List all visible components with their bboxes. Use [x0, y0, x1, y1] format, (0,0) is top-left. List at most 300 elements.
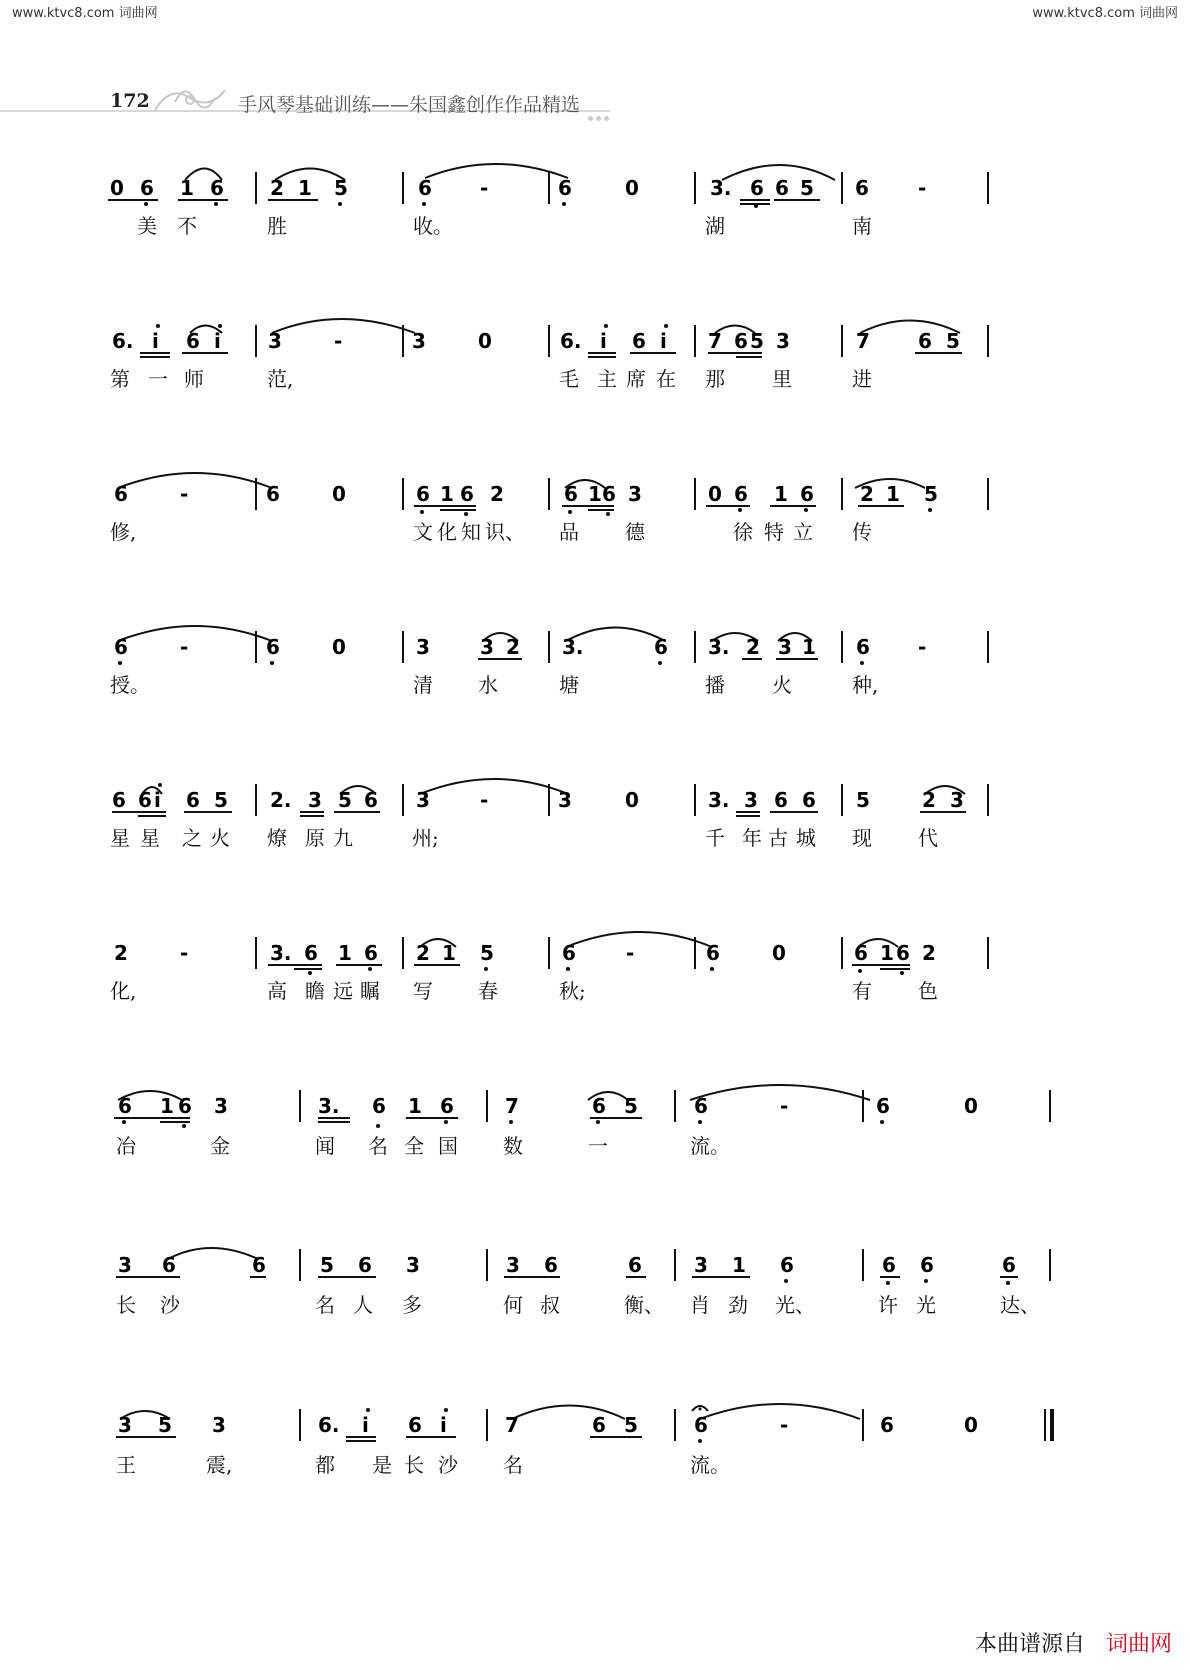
lyric: 立	[793, 520, 813, 544]
score-system-7	[0, 1078, 1190, 1188]
note: 6	[854, 941, 868, 965]
note: 5	[624, 1094, 638, 1118]
note: 3	[118, 1413, 132, 1437]
note: 3	[214, 1094, 228, 1118]
source-label: 本曲谱源自	[974, 1632, 1085, 1657]
note: 6	[694, 1094, 708, 1118]
octave-dot	[880, 1120, 884, 1124]
note: i	[154, 788, 161, 812]
lyric: 数	[503, 1134, 523, 1158]
octave-dot	[738, 508, 742, 512]
note: 6.	[318, 1413, 340, 1437]
note: 6	[186, 788, 200, 812]
octave-dot	[122, 1120, 126, 1124]
note: 1	[802, 635, 816, 659]
note: 5	[856, 788, 870, 812]
note: 6	[364, 788, 378, 812]
note: 0	[964, 1094, 978, 1118]
slur	[118, 626, 272, 641]
lyric: 年	[742, 826, 762, 850]
octave-dot	[118, 661, 122, 665]
note: 6	[210, 176, 224, 200]
octave-dot	[698, 1439, 702, 1443]
note: 6	[896, 941, 910, 965]
lyric: 收。	[413, 214, 453, 238]
note: 7	[505, 1413, 519, 1437]
note: 6	[114, 482, 128, 506]
lyric: 种,	[852, 673, 879, 697]
note: 2	[270, 176, 284, 200]
note: 6	[416, 482, 430, 506]
note: 5	[946, 329, 960, 353]
lyric: 冶	[116, 1134, 136, 1158]
source-footer	[975, 1627, 1172, 1658]
lyric: 进	[852, 367, 872, 391]
note: 6	[372, 1094, 386, 1118]
note: 6	[460, 482, 474, 506]
octave-dot	[754, 204, 758, 208]
octave-dot	[182, 1124, 186, 1128]
note: -	[180, 635, 189, 659]
note: 3	[480, 635, 494, 659]
lyric: 全	[404, 1134, 424, 1158]
note: 3	[558, 788, 572, 812]
lyric: 名	[315, 1293, 335, 1317]
octave-dot	[218, 324, 222, 328]
note: 6	[802, 788, 816, 812]
lyric: 水	[478, 673, 498, 697]
note: 7	[505, 1094, 519, 1118]
note: 2	[416, 941, 430, 965]
note: 6	[734, 482, 748, 506]
note: 6	[800, 482, 814, 506]
note: 0	[964, 1413, 978, 1437]
lyric: 那	[705, 367, 725, 391]
lyric: 不	[177, 214, 197, 238]
note: 0	[110, 176, 124, 200]
lyric: 色	[918, 979, 938, 1003]
note: 6	[592, 1413, 606, 1437]
lyrics-line-3	[0, 516, 1190, 546]
lyric: 胜	[267, 214, 287, 238]
note: 6	[118, 1094, 132, 1118]
lyric: 闻	[315, 1134, 335, 1158]
lyric: 星	[140, 826, 160, 850]
note: 6.	[112, 329, 134, 353]
octave-dot	[804, 508, 808, 512]
lyric: 火	[772, 673, 792, 697]
lyric: 光、	[775, 1293, 815, 1317]
lyric: 金	[210, 1134, 230, 1158]
slur	[420, 779, 568, 794]
lyrics-line-9	[0, 1449, 1190, 1479]
lyric: 主	[597, 367, 617, 391]
page-header	[0, 78, 640, 118]
score-system-2	[0, 313, 1190, 423]
lyric: 都	[315, 1453, 335, 1477]
octave-dot	[596, 1120, 600, 1124]
lyric: 九	[333, 826, 353, 850]
lyric: 毛	[559, 367, 579, 391]
note: 6	[418, 176, 432, 200]
header-dots	[588, 106, 612, 125]
score-system-6	[0, 925, 1190, 1035]
note: 1	[338, 941, 352, 965]
note: i	[660, 329, 667, 353]
octave-dot	[144, 202, 148, 206]
note: 6	[544, 1253, 558, 1277]
lyric: 在	[656, 367, 676, 391]
lyric: 原	[305, 826, 325, 850]
note: 0	[708, 482, 722, 506]
note: 7	[856, 329, 870, 353]
note: -	[334, 329, 343, 353]
note: 2	[922, 941, 936, 965]
lyrics-line-4	[0, 669, 1190, 699]
lyric: 知	[461, 520, 481, 544]
tie	[425, 164, 568, 178]
note: i	[214, 329, 221, 353]
lyric: 光	[916, 1293, 936, 1317]
note: 3	[416, 788, 430, 812]
lyric: 化	[437, 520, 457, 544]
octave-dot	[338, 202, 342, 206]
lyric: 衡、	[624, 1293, 664, 1317]
lyric: 美	[137, 214, 157, 238]
lyric: 席	[626, 367, 646, 391]
octave-dot	[484, 967, 488, 971]
octave-dot	[158, 783, 162, 787]
lyric: 文	[413, 520, 433, 544]
note: -	[480, 176, 489, 200]
lyric: 春	[478, 979, 498, 1003]
note: 0	[625, 176, 639, 200]
note: 6	[562, 941, 576, 965]
lyrics-line-2	[0, 363, 1190, 393]
slur	[512, 1406, 625, 1420]
note: 5	[924, 482, 938, 506]
lyrics-line-7	[0, 1130, 1190, 1160]
note: 3	[744, 788, 758, 812]
octave-dot	[699, 1408, 702, 1411]
note: 3	[776, 329, 790, 353]
lyric: 识、	[485, 520, 525, 544]
note: 6	[266, 635, 280, 659]
note: 0	[332, 482, 346, 506]
lyric: 徐	[733, 520, 753, 544]
octave-dot	[784, 1279, 788, 1283]
note: 1	[732, 1253, 746, 1277]
lyric: 化,	[110, 979, 137, 1003]
note: 6	[628, 1253, 642, 1277]
lyric: 何	[503, 1293, 523, 1317]
octave-dot	[368, 967, 372, 971]
lyric: 达、	[1000, 1293, 1040, 1317]
note: 0	[772, 941, 786, 965]
note: 6	[882, 1253, 896, 1277]
lyrics-line-1	[0, 210, 1190, 240]
note: 6	[266, 482, 280, 506]
lyric: 里	[772, 367, 792, 391]
note: 0	[478, 329, 492, 353]
note: 5	[624, 1413, 638, 1437]
octave-dot	[420, 510, 424, 514]
octave-dot	[214, 202, 218, 206]
note: 6	[920, 1253, 934, 1277]
note: 6	[364, 941, 378, 965]
note: -	[780, 1094, 789, 1118]
note: 1	[588, 482, 602, 506]
note: 6	[252, 1253, 266, 1277]
slur	[168, 1248, 258, 1259]
note: 3	[950, 788, 964, 812]
octave-dot	[422, 202, 426, 206]
lyric: 沙	[438, 1453, 458, 1477]
octave-dot	[928, 508, 932, 512]
note: 3	[308, 788, 322, 812]
note: 2	[922, 788, 936, 812]
octave-dot	[270, 661, 274, 665]
lyric: 第	[110, 367, 130, 391]
octave-dot	[1006, 1281, 1010, 1285]
note: 3	[778, 635, 792, 659]
note: 6	[654, 635, 668, 659]
lyric: 燎	[267, 826, 287, 850]
lyric: 之	[182, 826, 202, 850]
note: 3	[506, 1253, 520, 1277]
note: -	[918, 635, 927, 659]
note: 2	[114, 941, 128, 965]
note: 5	[320, 1253, 334, 1277]
lyric: 代	[918, 826, 938, 850]
note: 6	[178, 1094, 192, 1118]
lyric: 名	[368, 1134, 388, 1158]
slur	[566, 932, 712, 947]
lyrics-line-5	[0, 822, 1190, 852]
slur	[272, 319, 415, 333]
lyric: 肖	[690, 1293, 710, 1317]
note: 1	[442, 941, 456, 965]
note: 6	[558, 176, 572, 200]
octave-dot	[924, 1279, 928, 1283]
note: 5	[158, 1413, 172, 1437]
note: 3.	[562, 635, 584, 659]
note: 5	[338, 788, 352, 812]
note: 6	[304, 941, 318, 965]
octave-dot	[366, 1408, 370, 1412]
note: 3.	[708, 635, 730, 659]
note: 6	[856, 635, 870, 659]
note: 3	[694, 1253, 708, 1277]
note: 5	[750, 329, 764, 353]
lyric: 特	[764, 520, 784, 544]
octave-dot	[860, 661, 864, 665]
note: 5	[334, 176, 348, 200]
lyric: 远	[333, 979, 353, 1003]
octave-dot	[376, 1124, 380, 1128]
note: 6	[440, 1094, 454, 1118]
lyric: 南	[852, 214, 872, 238]
score-system-8	[0, 1237, 1190, 1347]
octave-dot	[444, 1408, 448, 1412]
header-title: 手风琴基础训练——朱国鑫创作作品精选	[238, 94, 581, 116]
note: 6	[186, 329, 200, 353]
score-system-3	[0, 466, 1190, 576]
note: 5	[214, 788, 228, 812]
note: 1	[298, 176, 312, 200]
lyric: 有	[852, 979, 872, 1003]
octave-dot	[156, 324, 160, 328]
lyric: 长	[404, 1453, 424, 1477]
note: i	[152, 329, 159, 353]
note: 3	[416, 635, 430, 659]
note: 0	[625, 788, 639, 812]
note: 3.	[708, 788, 730, 812]
octave-dot	[658, 661, 662, 665]
note: -	[918, 176, 927, 200]
note: 6	[1002, 1253, 1016, 1277]
octave-dot	[509, 1120, 513, 1124]
octave-dot	[566, 967, 570, 971]
lyric: 湖	[705, 214, 725, 238]
lyric: 名	[503, 1453, 523, 1477]
note: 6	[880, 1413, 894, 1437]
lyric: 城	[796, 826, 816, 850]
note: 1	[160, 1094, 174, 1118]
octave-dot	[664, 324, 668, 328]
note: 3	[268, 329, 282, 353]
octave-dot	[562, 202, 566, 206]
lyric: 千	[705, 826, 725, 850]
lyric: 德	[625, 520, 645, 544]
note: 6	[780, 1253, 794, 1277]
note: 3	[406, 1253, 420, 1277]
note: 6	[114, 635, 128, 659]
lyric: 是	[372, 1453, 392, 1477]
lyric: 高	[267, 979, 287, 1003]
octave-dot	[710, 967, 714, 971]
note: 2	[506, 635, 520, 659]
lyric: 沙	[160, 1293, 180, 1317]
lyric: 播	[705, 673, 725, 697]
note: 3	[628, 482, 642, 506]
note: 6	[140, 176, 154, 200]
note: 6	[632, 329, 646, 353]
note: 6	[138, 788, 152, 812]
note: 1	[880, 941, 894, 965]
lyrics-line-6	[0, 975, 1190, 1005]
octave-dot	[886, 1281, 890, 1285]
lyric: 现	[852, 826, 872, 850]
lyric: 瞻	[305, 979, 325, 1003]
note: 3	[212, 1413, 226, 1437]
lyric: 一	[148, 367, 168, 391]
lyric: 秋;	[559, 979, 586, 1003]
note: -	[626, 941, 635, 965]
note: 6	[408, 1413, 422, 1437]
note: -	[480, 788, 489, 812]
lyric: 国	[438, 1134, 458, 1158]
note: 6	[750, 176, 764, 200]
note: 6.	[560, 329, 582, 353]
note: 3.	[710, 176, 732, 200]
lyric: 流。	[690, 1453, 730, 1477]
note: -	[180, 482, 189, 506]
watermark-right: www.ktvc8.com 词曲网	[1032, 6, 1178, 21]
lyric: 人	[353, 1293, 373, 1317]
note: i	[600, 329, 607, 353]
lyric: 范,	[267, 367, 294, 391]
note: 6	[112, 788, 126, 812]
page-number: 172	[110, 90, 150, 112]
note: 3	[412, 329, 426, 353]
octave-dot	[698, 1120, 702, 1124]
note: 6	[876, 1094, 890, 1118]
note: -	[180, 941, 189, 965]
lyric: 王	[116, 1453, 136, 1477]
note: 3.	[270, 941, 292, 965]
lyric: 写	[413, 979, 433, 1003]
note: 0	[332, 635, 346, 659]
note: -	[780, 1413, 789, 1437]
note: 2	[860, 482, 874, 506]
lyric: 州;	[412, 826, 439, 850]
score-system-1	[0, 160, 1190, 270]
lyric: 星	[110, 826, 130, 850]
lyric: 塘	[559, 673, 579, 697]
lyric: 劲	[728, 1293, 748, 1317]
octave-dot	[568, 510, 572, 514]
lyric: 长	[116, 1293, 136, 1317]
slur	[860, 321, 960, 334]
note: 6	[774, 788, 788, 812]
note: 6	[162, 1253, 176, 1277]
lyric: 修,	[110, 520, 137, 544]
lyric: 传	[852, 520, 872, 544]
note: 1	[440, 482, 454, 506]
score-system-9	[0, 1397, 1190, 1507]
lyric: 一	[588, 1134, 608, 1158]
lyric: 多	[402, 1293, 422, 1317]
note: 6	[775, 176, 789, 200]
lyric: 授。	[110, 673, 150, 697]
note: 6	[855, 176, 869, 200]
lyric: 古	[768, 826, 788, 850]
lyric: 品	[559, 520, 579, 544]
lyric: 师	[184, 367, 204, 391]
lyric: 震,	[206, 1453, 233, 1477]
slur	[118, 473, 272, 488]
note: 6	[358, 1253, 372, 1277]
score-system-5	[0, 772, 1190, 882]
note: 6	[734, 329, 748, 353]
watermark-left: www.ktvc8.com 词曲网	[12, 6, 158, 21]
note: 1	[408, 1094, 422, 1118]
note: 1	[774, 482, 788, 506]
note: 2	[746, 635, 760, 659]
lyric: 清	[413, 673, 433, 697]
note: i	[362, 1413, 369, 1437]
octave-dot	[858, 969, 862, 973]
note: 1	[886, 482, 900, 506]
note: 2.	[270, 788, 292, 812]
source-site-link[interactable]: 词曲网	[1105, 1632, 1172, 1657]
lyric: 许	[878, 1293, 898, 1317]
lyric: 流。	[690, 1134, 730, 1158]
note: 6	[592, 1094, 606, 1118]
header-ornament-icon	[150, 80, 230, 120]
note: 1	[180, 176, 194, 200]
